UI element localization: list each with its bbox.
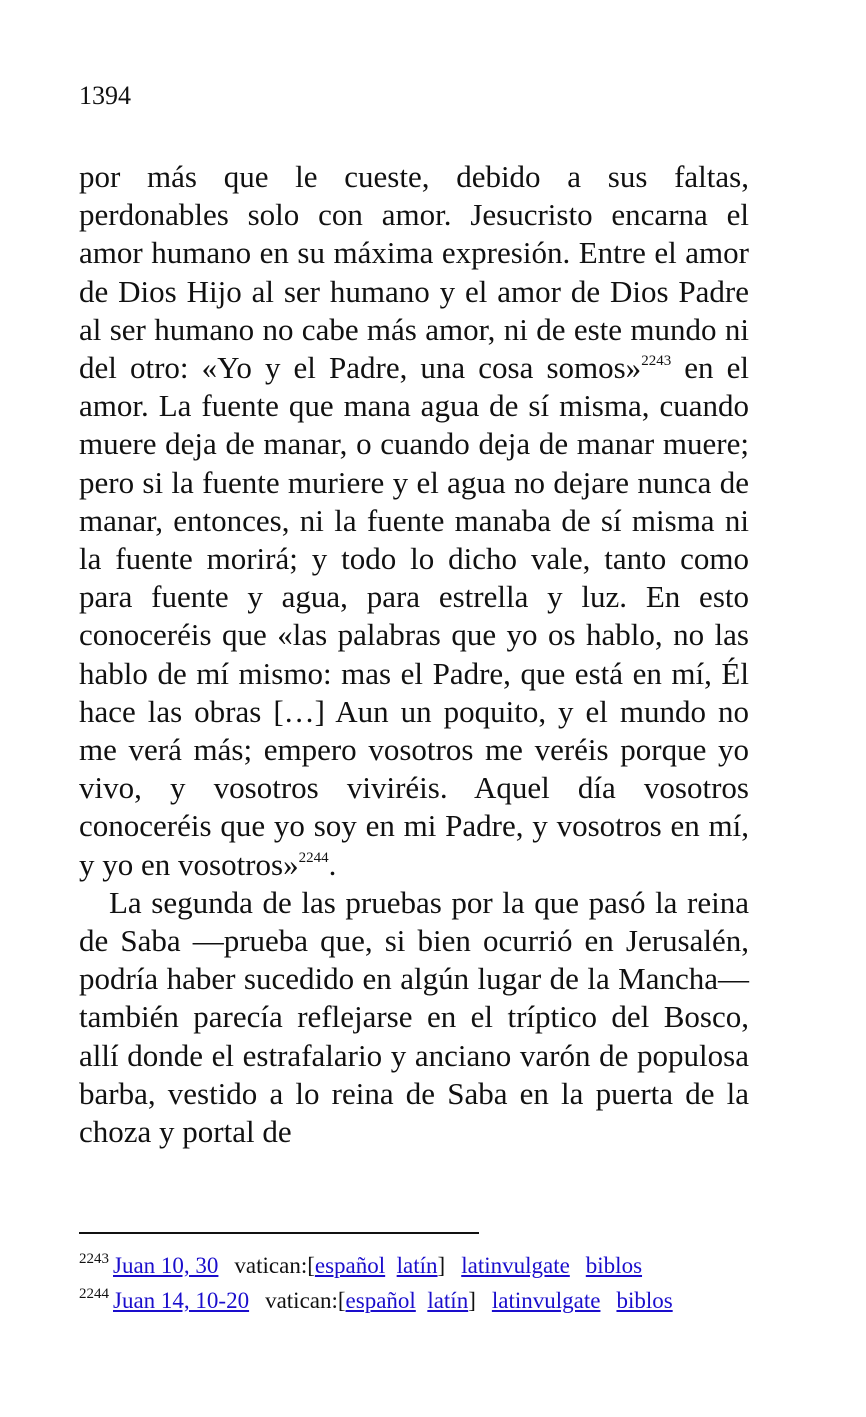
vatican-espanol-link[interactable]: español xyxy=(345,1288,416,1313)
footnote-2244 xyxy=(79,1285,673,1320)
page-number: 1394 xyxy=(79,81,131,110)
close-bracket: ] xyxy=(437,1253,446,1278)
close-bracket: ] xyxy=(468,1288,476,1313)
footnote-number: 2243 xyxy=(79,1251,109,1267)
paragraph-1-text-b: en el amor. La fuente que mana agua de sí misma, cuando muere deja de manar, o cuando deja de manar muere; pero si la fuente muriere y el agua no dejare nunca de manar, entonces, ni la fuente manaba de sí misma ni la fuente morirá; y todo lo dicho vale, tanto como para fuente y agua, para estrella y luz. En esto conoceréis que «las palabras que yo os hablo, no las hablo de mí mismo: mas el Padre, que está en mí, Él hace las obras […] Aun un poquito, y el mundo no me verá más; empero vosotros me veréis porque yo vivo, y vosotros viviréis. Aquel día vosotros conoceréis que yo soy en mi Padre, y vosotros en mí, y yo en vosotros» xyxy=(79,350,749,882)
body-text xyxy=(79,158,749,1151)
latinvulgate-link[interactable]: latinvulgate xyxy=(461,1253,570,1278)
footnote-divider xyxy=(79,1232,479,1234)
vatican-latin-link[interactable]: latín xyxy=(396,1253,438,1278)
paragraph-1-text-a: por más que le cueste, debido a sus faltas, perdonables solo con amor. Jesucristo encarna el amor humano en su máxima expresión. Entre el amor de Dios Hijo al ser humano y el amor de Dios Padre al ser humano no cabe más amor, ni de este mundo ni del otro: «Yo y el Padre, una cosa somos» xyxy=(79,159,749,386)
paragraph-1-text-c: . xyxy=(328,846,337,882)
scripture-reference-link[interactable]: Juan 10, 30 xyxy=(113,1253,219,1278)
scripture-reference-link[interactable]: Juan 14, 10-20 xyxy=(113,1288,250,1313)
latinvulgate-link[interactable]: latinvulgate xyxy=(491,1288,601,1313)
biblos-link[interactable]: biblos xyxy=(616,1288,673,1313)
footnote-ref-2244[interactable]: 2244 xyxy=(298,849,329,866)
vatican-label: vatican:[ xyxy=(265,1288,346,1313)
paragraph-2: La segunda de las pruebas por la que pasó la reina de Saba —prueba que, si bien ocurrió en Jerusalén, podría haber sucedido en algún lugar de la Mancha— también parecía reflejarse en el tríptico del Bosco, allí donde el estrafalario y anciano varón de populosa barba, vestido a lo reina de Saba en la puerta de la choza y portal de xyxy=(79,884,749,1150)
footnote-ref-2243[interactable]: 2243 xyxy=(641,353,672,370)
footnote-number: 2244 xyxy=(79,1286,109,1302)
paragraph-1 xyxy=(79,158,749,884)
vatican-label: vatican:[ xyxy=(234,1253,315,1278)
vatican-espanol-link[interactable]: español xyxy=(314,1253,386,1278)
vatican-latin-link[interactable]: latín xyxy=(427,1288,469,1313)
footnotes xyxy=(79,1250,673,1320)
footnote-2243 xyxy=(79,1250,673,1285)
biblos-link[interactable]: biblos xyxy=(585,1253,643,1278)
